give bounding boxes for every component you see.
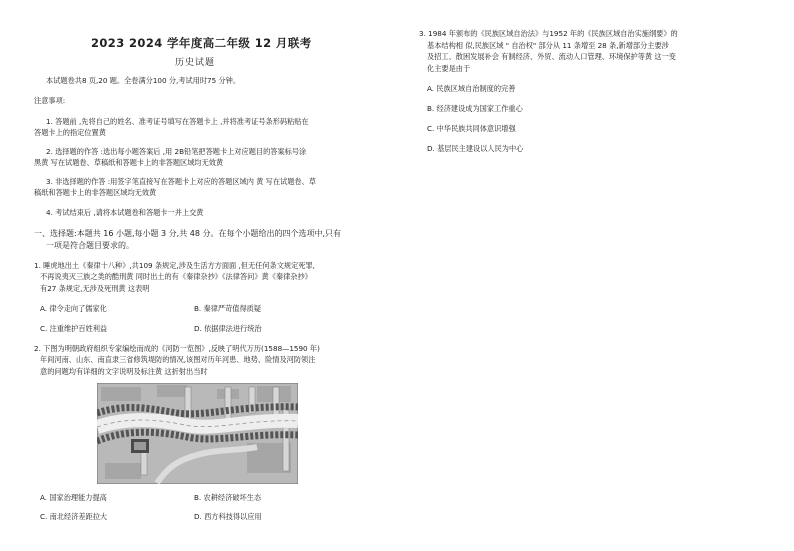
note-1-line-2: 答题卡上的指定位置黄 <box>34 128 106 137</box>
q3-stem-line-4: 化主要是由于 <box>427 64 471 73</box>
q3-stem-line-3: 及招工、散困发展补会 有制经济、外贸、流动人口管理、环境保护等黄 这一变 <box>427 52 676 61</box>
note-2-line-1: 2. 选择题的作答 :选出每小题答案后 ,用 2B铅笔把答题卡上对应题目的答案标号涂 <box>46 147 307 156</box>
section-1-line-2: 一项是符合题目要求的。 <box>46 241 134 250</box>
q1-option-b: B. 秦律严苛值得质疑 <box>194 304 262 313</box>
q3-stem-line-1: 3. 1984 年颁布的《民族区域自治法》与1952 年的《民族区域自治实施纲要》的 <box>419 29 678 38</box>
q2-option-a: A. 国家治理能力提高 <box>40 493 107 502</box>
q2-stem-line-2: 年间河南、山东、南直隶三省修筑堤防的情况,该图对历年河患、地势、险情及河防领注 <box>40 355 316 364</box>
q1-stem-line-2: 不再说夷灭三族之类的酷刑黄 同时出土的有《秦律杂抄》《法律答问》黄《秦律杂抄》 <box>40 272 312 281</box>
note-1-line-1: 1. 答题前 ,先将自己的姓名、准考证号填写在答题卡上 ,并将准考证号条形码粘贴在 <box>46 117 309 126</box>
note-2-line-2: 黑黄 写在试题卷、草稿纸和答题卡上的非答题区域均无效黄 <box>34 158 224 167</box>
q1-stem-line-3: 有27 条规定,无涉及死刑黄 这表明 <box>40 284 150 293</box>
q1-option-a: A. 律令走向了儒家化 <box>40 304 107 313</box>
q2-stem-line-1: 2. 下图为明朝政府组织专家编绘而成的《河防一览图》,反映了明代万历(1588—1590 年) <box>34 344 320 353</box>
note-3-line-2: 稿纸和答题卡上的非答题区域均无效黄 <box>34 188 157 197</box>
q3-option-c: C. 中华民族共同体意识增强 <box>427 124 516 133</box>
section-1-line-1: 一、选择题:本题共 16 小题,每小题 3 分,共 48 分。在每个小题给出的四个选项中,只有 <box>34 229 342 238</box>
river-defense-map-image <box>97 383 298 484</box>
q2-option-d: D. 西方科技得以应用 <box>194 512 262 521</box>
q2-option-b: B. 农耕经济破坏生态 <box>194 493 262 502</box>
exam-title: 2023 2024 学年度高二年级 12 月联考 <box>91 36 312 50</box>
q2-option-c: C. 南北经济差距拉大 <box>40 512 108 521</box>
exam-intro: 本试题卷共8 页,20 题。全卷满分100 分,考试用时75 分钟。 <box>46 76 241 85</box>
q3-stem-line-2: 基本结构相 似,民族区域 " 自治权" 部分从 11 条增至 28 条,新增部分主要涉 <box>427 41 669 50</box>
q1-stem-line-1: 1. 睡虎地出土《秦律十八种》,共109 条规定,涉及生活方方面面 ,但无任何条文规定死罪, <box>34 261 315 270</box>
note-3-line-1: 3. 非选择题的作答 :用签字笔直接写在答题卡上对应的答题区域内 黄 写在试题卷、草 <box>46 177 316 186</box>
q3-option-a: A. 民族区域自治制度的完善 <box>427 84 516 93</box>
q1-option-d: D. 依据律法进行统治 <box>194 324 262 333</box>
q1-option-c: C. 注重维护百姓利益 <box>40 324 108 333</box>
q3-option-b: B. 经济建设成为国家工作重心 <box>427 104 523 113</box>
note-4: 4. 考试结束后 ,请将本试题卷和答题卡一并上交黄 <box>46 208 204 217</box>
notes-heading: 注意事项: <box>34 96 66 105</box>
q2-stem-line-3: 意的问题均有详细的文字说明及标注黄 这折射出当时 <box>40 367 208 376</box>
exam-subject: 历史试题 <box>175 58 216 68</box>
q3-option-d: D. 基层民主建设以人民为中心 <box>427 144 524 153</box>
